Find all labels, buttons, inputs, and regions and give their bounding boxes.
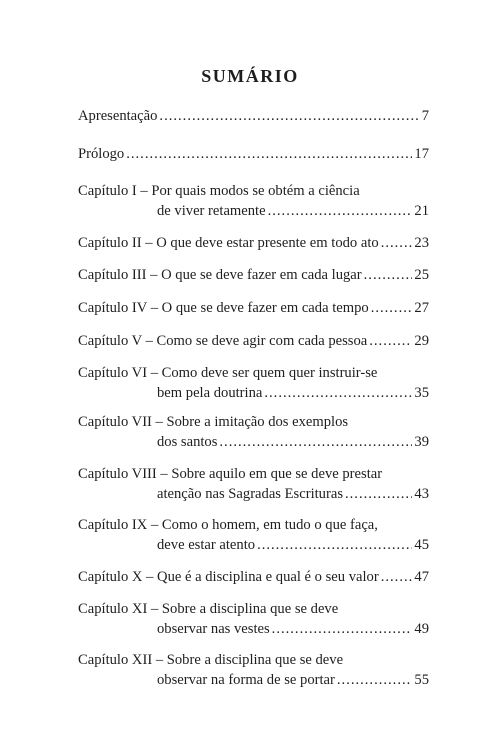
entry-title-line1: Capítulo I – Por quais modos se obtém a ciência <box>78 183 360 199</box>
toc-entry-capitulo-11 <box>78 599 429 639</box>
entry-title-line1: Capítulo IX – Como o homem, em tudo o que faça, <box>78 517 378 533</box>
toc-entry-capitulo-4 <box>78 298 429 318</box>
toc-entry-capitulo-5 <box>78 331 429 351</box>
page-number: 35 <box>414 385 429 401</box>
entry-title-line2: observar nas vestes <box>157 621 270 637</box>
page-number: 23 <box>414 235 429 251</box>
dot-leader <box>159 106 419 126</box>
entry-title-line2: deve estar atento <box>157 537 256 553</box>
dot-leader <box>381 233 413 253</box>
dot-leader <box>369 331 412 351</box>
entry-title-line1: Capítulo XII – Sobre a disciplina que se deve <box>78 652 344 668</box>
entry-title: Capítulo V – Como se deve agir com cada pessoa <box>78 333 368 349</box>
dot-leader <box>268 201 413 221</box>
page-number: 43 <box>414 486 429 502</box>
dot-leader <box>264 383 412 403</box>
entry-title-line2: dos santos <box>157 434 218 450</box>
dot-leader <box>364 265 413 285</box>
entry-title: Capítulo II – O que deve estar presente em todo ato <box>78 235 379 251</box>
toc-entry-capitulo-10 <box>78 567 429 587</box>
entry-title-line2: bem pela doutrina <box>157 385 263 401</box>
toc-entry-capitulo-7 <box>78 412 429 452</box>
entry-title-line1: Capítulo VIII – Sobre aquilo em que se deve prestar <box>78 466 383 482</box>
dot-leader <box>272 619 413 639</box>
toc-entry-capitulo-6 <box>78 363 429 403</box>
toc-entry-capitulo-3 <box>78 265 429 285</box>
page-number: 45 <box>414 537 429 553</box>
entry-title-line2: de viver retamente <box>157 203 266 219</box>
page-number: 49 <box>414 621 429 637</box>
dot-leader <box>381 567 413 587</box>
entry-title-line1: Capítulo VII – Sobre a imitação dos exemplos <box>78 414 349 430</box>
toc-entry-capitulo-1 <box>78 181 429 221</box>
entry-title: Capítulo III – O que se deve fazer em cada lugar <box>78 267 362 283</box>
page-title: SUMÁRIO <box>201 66 299 86</box>
dot-leader <box>126 144 412 164</box>
toc-entry-capitulo-8 <box>78 464 429 504</box>
toc-entry-capitulo-2 <box>78 233 429 253</box>
page-number: 17 <box>414 146 429 162</box>
entry-title: Capítulo IV – O que se deve fazer em cada tempo <box>78 300 369 316</box>
page-number: 55 <box>414 672 429 688</box>
dot-leader <box>337 670 413 690</box>
entry-title: Prólogo <box>78 146 125 162</box>
page-number: 29 <box>414 333 429 349</box>
dot-leader <box>257 535 412 555</box>
page-number: 7 <box>421 108 429 124</box>
page-number: 21 <box>414 203 429 219</box>
entry-title-line1: Capítulo XI – Sobre a disciplina que se deve <box>78 601 339 617</box>
entry-title: Capítulo X – Que é a disciplina e qual é o seu valor <box>78 569 379 585</box>
entry-title-line2: observar na forma de se portar <box>157 672 335 688</box>
toc-entry-prologo <box>78 144 429 164</box>
page-number: 47 <box>414 569 429 585</box>
dot-leader <box>345 484 412 504</box>
page-number: 25 <box>414 267 429 283</box>
page-number: 39 <box>414 434 429 450</box>
entry-title-line1: Capítulo VI – Como deve ser quem quer instruir-se <box>78 365 378 381</box>
entry-title-line2: atenção nas Sagradas Escrituras <box>157 486 343 502</box>
toc-entry-apresentacao <box>78 106 429 126</box>
dot-leader <box>371 298 413 318</box>
page-number: 27 <box>414 300 429 316</box>
dot-leader <box>219 432 412 452</box>
toc-entry-capitulo-9 <box>78 515 429 555</box>
entry-title: Apresentação <box>78 108 158 124</box>
toc-entry-capitulo-12 <box>78 650 429 690</box>
